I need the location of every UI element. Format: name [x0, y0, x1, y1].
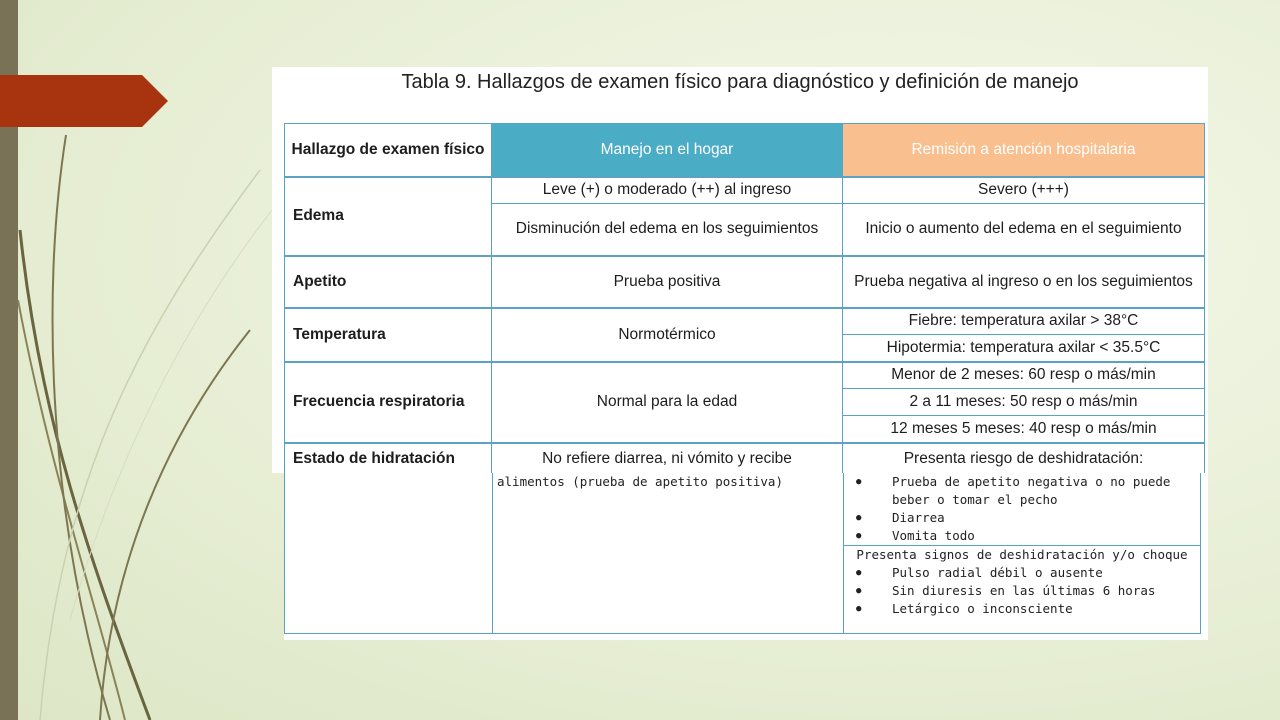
header-finding: Hallazgo de examen físico — [285, 124, 492, 177]
list-item: ● Vomita todo — [892, 527, 1196, 545]
row-label-temperatura: Temperatura — [285, 308, 492, 362]
signs-list — [848, 564, 1196, 618]
cell-hospital: Severo (+++) — [843, 177, 1205, 204]
arrow-tab-shape — [0, 75, 168, 127]
table-row — [285, 362, 1205, 389]
row-label-edema: Edema — [285, 177, 492, 256]
cell-hospital: Presenta riesgo de deshidratación: — [843, 443, 1205, 474]
row-label-apetito: Apetito — [285, 256, 492, 308]
row-label-hidratacion: Estado de hidratación — [285, 443, 492, 474]
cell-hospital: Inicio o aumento del edema en el seguimiento — [843, 204, 1205, 256]
cell-hospital — [844, 473, 1201, 634]
table-row — [285, 473, 1201, 634]
header-row — [285, 124, 1205, 177]
table-row — [285, 256, 1205, 308]
list-item: ● Sin diuresis en las últimas 6 horas — [892, 582, 1196, 600]
cell-home — [493, 473, 844, 634]
cell-hospital: Fiebre: temperatura axilar > 38°C — [843, 308, 1205, 335]
table-image-top — [272, 67, 1208, 473]
list-item: ● Diarrea — [892, 509, 1196, 527]
table-row — [285, 443, 1205, 474]
findings-table — [284, 123, 1205, 473]
table-image-continuation — [284, 473, 1208, 640]
risk-list — [848, 473, 1196, 545]
continuation-table — [284, 473, 1201, 634]
row-label-frecuencia: Frecuencia respiratoria — [285, 362, 492, 443]
cell-finding-empty — [285, 473, 493, 634]
risk-block — [844, 473, 1200, 546]
cell-hospital: 2 a 11 meses: 50 resp o más/min — [843, 389, 1205, 416]
cell-home: Normotérmico — [492, 308, 843, 362]
cell-hospital: 12 meses 5 meses: 40 resp o más/min — [843, 416, 1205, 443]
list-item: ● Letárgico o inconsciente — [892, 600, 1196, 618]
table-row — [285, 177, 1205, 204]
header-home: Manejo en el hogar — [492, 124, 843, 177]
table-title: Tabla 9. Hallazgos de examen físico para diagnóstico y definición de manejo — [401, 71, 1079, 93]
cell-home: Disminución del edema en los seguimientos — [492, 204, 843, 256]
list-item: ● Pulso radial débil o ausente — [892, 564, 1196, 582]
signs-heading: Presenta signos de deshidratación y/o choque — [856, 547, 1188, 562]
header-hospital: Remisión a atención hospitalaria — [843, 124, 1205, 177]
table-row — [285, 308, 1205, 335]
cell-home: Leve (+) o moderado (++) al ingreso — [492, 177, 843, 204]
home-continuation-text: alimentos (prueba de apetito positiva) — [497, 474, 783, 489]
cell-home: Prueba positiva — [492, 256, 843, 308]
cell-home: No refiere diarrea, ni vómito y recibe — [492, 443, 843, 474]
cell-hospital: Hipotermia: temperatura axilar < 35.5°C — [843, 335, 1205, 362]
list-item: ● Prueba de apetito negativa o no puede beber o tomar el pecho — [892, 473, 1196, 509]
cell-hospital: Menor de 2 meses: 60 resp o más/min — [843, 362, 1205, 389]
cell-home: Normal para la edad — [492, 362, 843, 443]
cell-hospital: Prueba negativa al ingreso o en los seguimientos — [843, 256, 1205, 308]
